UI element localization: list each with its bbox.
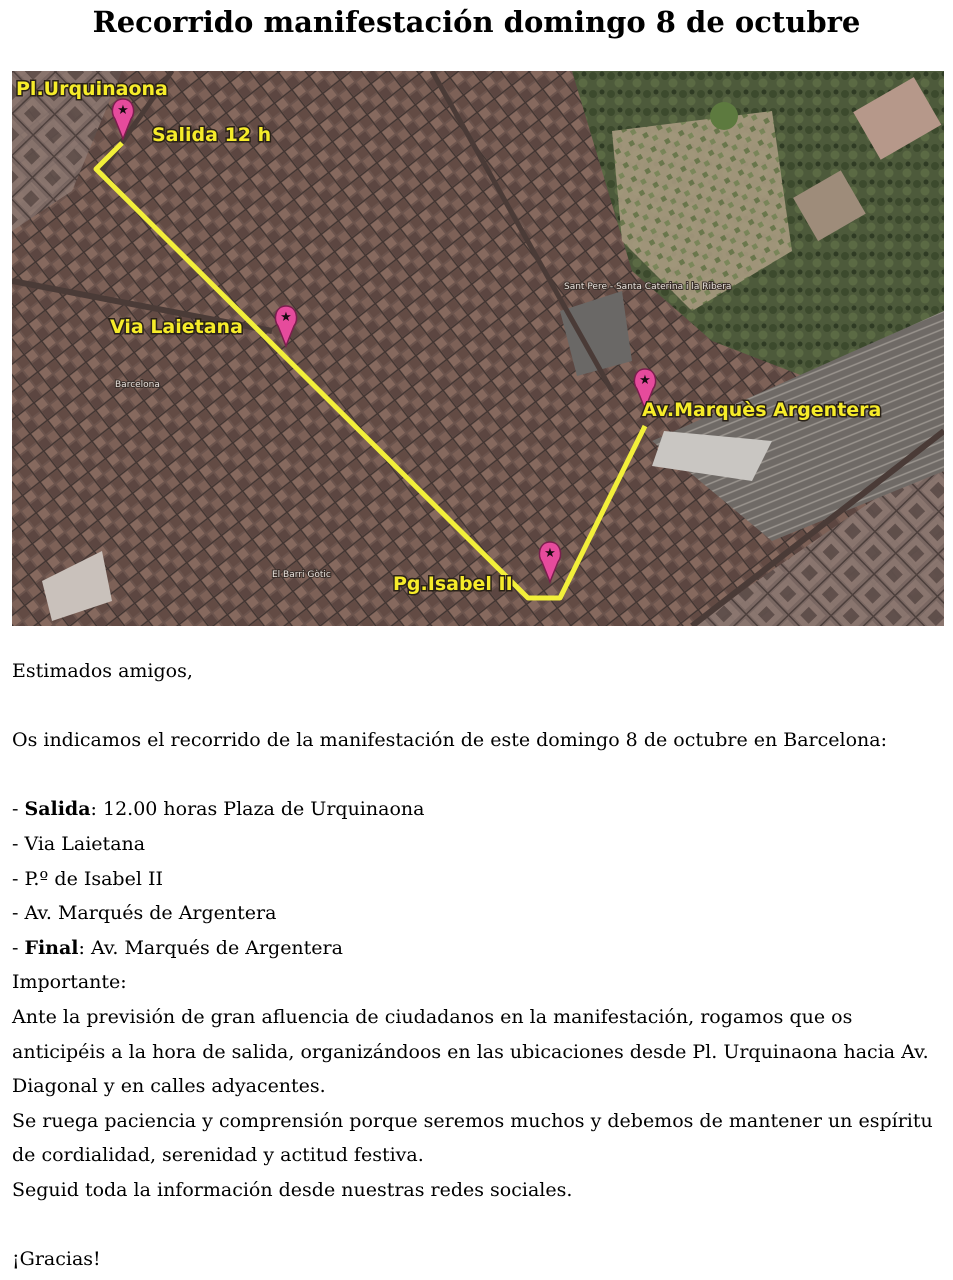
page-title: Recorrido manifestación domingo 8 de octubre — [92, 5, 861, 39]
map-label-barcelona: Barcelona — [115, 380, 160, 390]
final-text: : Av. Marqués de Argentera — [78, 936, 343, 959]
map-label-urquinaona: Pl.Urquinaona — [16, 78, 168, 100]
message-body — [12, 654, 942, 1277]
route-item-laietana: - Via Laietana — [12, 832, 146, 855]
paragraph-redes: Seguid toda la información desde nuestras redes sociales. — [12, 1178, 573, 1201]
map-label-salida: Salida 12 h — [152, 124, 272, 146]
map-label-sant-pere: Sant Pere - Santa Caterina i la Ribera — [564, 282, 732, 292]
map-label-isabel: Pg.Isabel II — [393, 573, 513, 595]
aerial-map-image — [12, 71, 944, 626]
map-label-barri-gotic: El Barri Gòtic — [272, 570, 331, 580]
svg-text:★: ★ — [544, 546, 556, 561]
svg-text:★: ★ — [639, 373, 651, 388]
paragraph-paciencia: Se ruega paciencia y comprensión porque seremos muchos y debemos de mantener un espíritu de cordialidad, serenidad y actitud festiva. — [12, 1109, 933, 1167]
salida-label: Salida — [24, 798, 91, 821]
important-label: Importante: — [12, 971, 127, 994]
map-label-laietana: Via Laietana — [110, 316, 243, 338]
route-item-salida — [12, 792, 942, 827]
map-label-marques: Av.Marquès Argentera — [642, 399, 882, 421]
thanks-text: ¡Gracias! — [12, 1248, 101, 1271]
final-label: Final — [24, 936, 79, 959]
intro-text: Os indicamos el recorrido de la manifestación de este domingo 8 de octubre en Barcelona: — [12, 729, 888, 752]
svg-text:★: ★ — [117, 103, 129, 118]
route-map — [12, 71, 944, 626]
route-item-isabel: - P.º de Isabel II — [12, 867, 163, 890]
svg-text:★: ★ — [280, 310, 292, 325]
greeting: Estimados amigos, — [12, 660, 193, 682]
paragraph-afluencia: Ante la previsión de gran afluencia de ciudadanos en la manifestación, rogamos que os anticipéis a la hora de salida, organizándoos en las ubicaciones desde Pl. Urquinaona hacia Av. Diagonal y en calles adyacentes. — [12, 1005, 929, 1098]
route-item-marques: - Av. Marqués de Argentera — [12, 902, 277, 925]
route-item-final — [12, 931, 942, 966]
dash: - — [12, 798, 25, 821]
dash: - — [12, 936, 25, 959]
salida-text: : 12.00 horas Plaza de Urquinaona — [90, 798, 425, 821]
